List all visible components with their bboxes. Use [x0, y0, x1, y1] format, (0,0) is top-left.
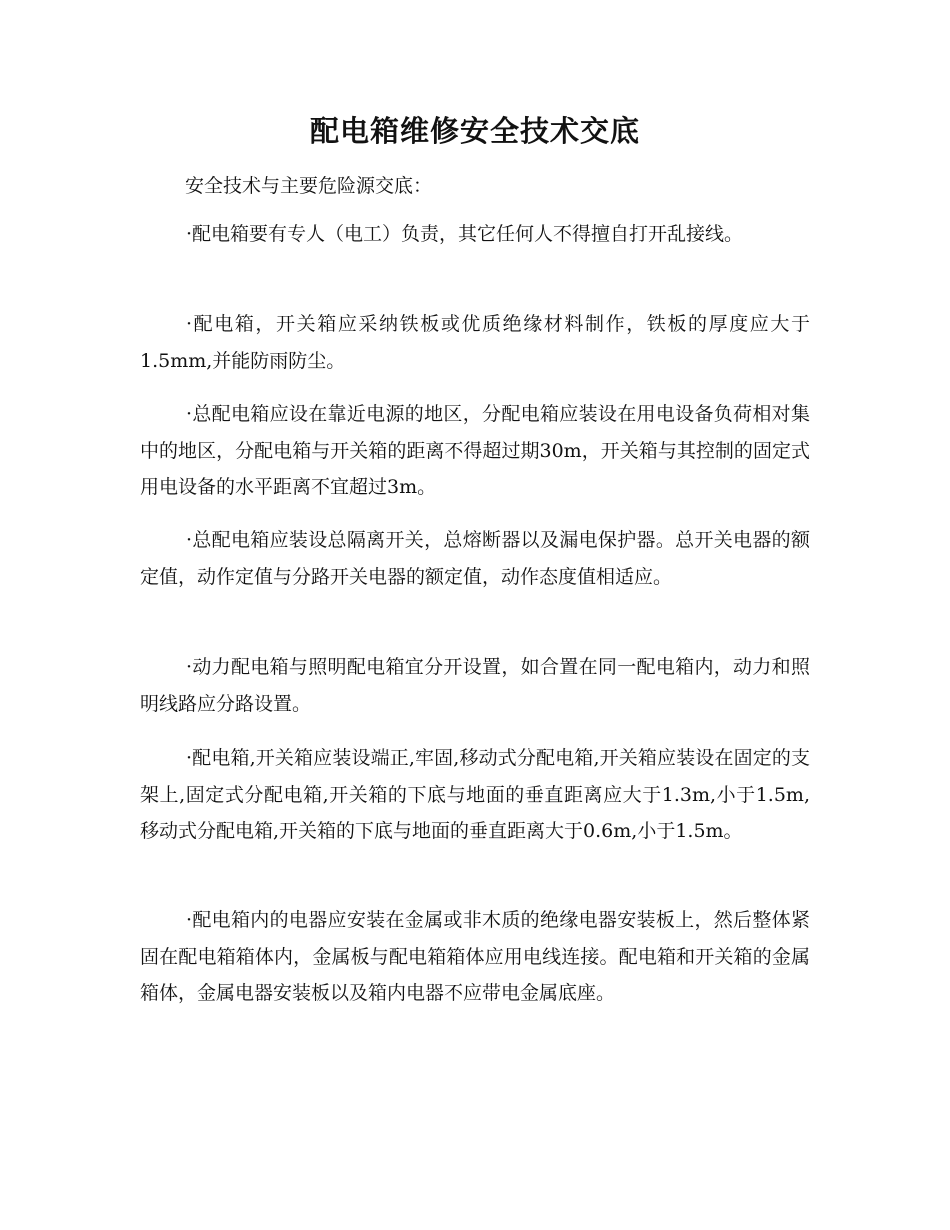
paragraph-7: ·配电箱内的电器应安装在金属或非木质的绝缘电器安装板上，然后整体紧固在配电箱箱体内，金属板与配电箱箱体应用电线连接。配电箱和开关箱的金属箱体，金属电器安装板以及箱内电器不应带电金属底座。 — [140, 909, 810, 1004]
paragraph-6: ·配电箱,开关箱应装设端正,牢固,移动式分配电箱,开关箱应装设在固定的支架上,固定式分配电箱,开关箱的下底与地面的垂直距离应大于1.3m,小于1.5m,移动式分配电箱,开关箱的下底与地面的垂直距离大于0.6m,小于1.5m。 — [140, 747, 810, 842]
document-title: 配电箱维修安全技术交底 — [309, 114, 640, 148]
paragraph-3: ·总配电箱应设在靠近电源的地区，分配电箱应装设在用电设备负荷相对集中的地区，分配电箱与开关箱的距离不得超过期30m，开关箱与其控制的固定式用电设备的水平距离不宜超过3m。 — [140, 403, 810, 498]
paragraph-1: ·配电箱要有专人（电工）负责，其它任何人不得擅自打开乱接线。 — [186, 223, 744, 245]
intro-heading: 安全技术与主要危险源交底： — [185, 175, 433, 197]
paragraph-5: ·动力配电箱与照明配电箱宜分开设置，如合置在同一配电箱内，动力和照明线路应分路设置。 — [140, 656, 810, 715]
paragraph-2: ·配电箱，开关箱应采纳铁板或优质绝缘材料制作，铁板的厚度应大于1.5mm,并能防雨防尘。 — [140, 313, 810, 372]
paragraph-4: ·总配电箱应装设总隔离开关，总熔断器以及漏电保护器。总开关电器的额定值，动作定值与分路开关电器的额定值，动作态度值相适应。 — [140, 529, 810, 588]
